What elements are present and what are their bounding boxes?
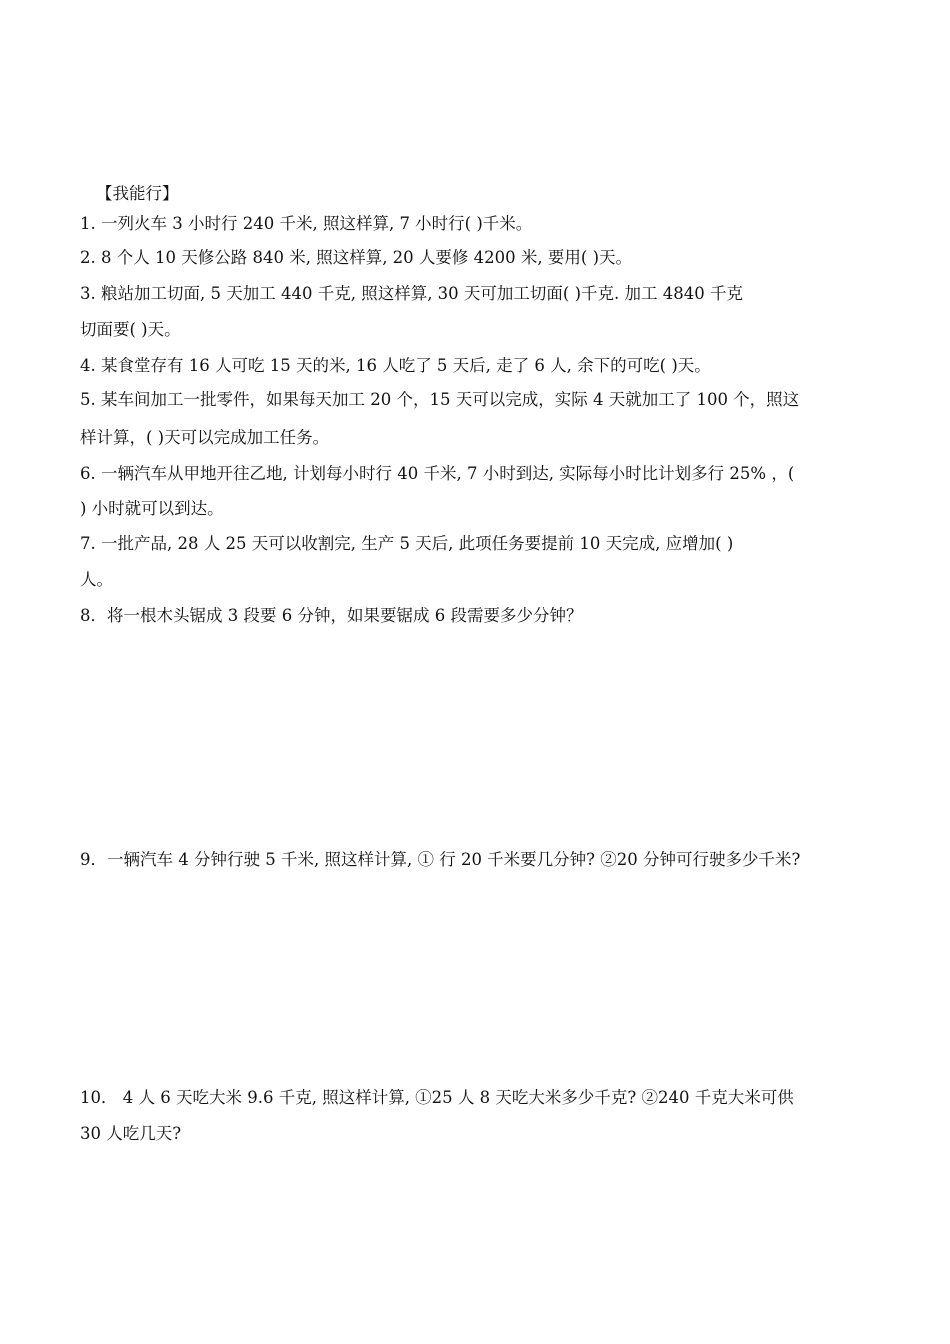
question-9-line-1: 9．一辆汽车 4 分钟行驶 5 千米, 照这样计算, ① 行 20 千米要几分钟? ②20 分钟可行驶多少千米? bbox=[80, 850, 801, 869]
question-1-line-1: 1. 一列火车 3 小时行 240 千米, 照这样算, 7 小时行( )千米。 bbox=[80, 214, 533, 233]
question-3-line-2: 切面要( )天。 bbox=[80, 320, 181, 339]
question-7-line-2: 人。 bbox=[80, 570, 113, 589]
section-title: 【我能行】 bbox=[96, 184, 179, 203]
question-6-line-1: 6. 一辆汽车从甲地开往乙地, 计划每小时行 40 千米, 7 小时到达, 实际每小时比计划多行 25% ，( bbox=[80, 464, 795, 483]
question-2-line-1: 2. 8 个人 10 天修公路 840 米, 照这样算, 20 人要修 4200 米, 要用( )天。 bbox=[80, 248, 633, 267]
question-7-line-1: 7. 一批产品, 28 人 25 天可以收割完, 生产 5 天后, 此项任务要提前 10 天完成, 应增加( ) bbox=[80, 534, 734, 553]
question-10-line-2: 30 人吃几天? bbox=[80, 1124, 182, 1143]
question-5-line-2: 样计算，( )天可以完成加工任务。 bbox=[80, 428, 330, 447]
question-5-line-1: 5. 某车间加工一批零件，如果每天加工 20 个，15 天可以完成，实际 4 天就加工了 100 个，照这 bbox=[80, 390, 800, 409]
question-8-line-1: 8．将一根木头锯成 3 段要 6 分钟，如果要锯成 6 段需要多少分钟？ bbox=[80, 606, 583, 625]
question-3-line-1: 3. 粮站加工切面, 5 天加工 440 千克, 照这样算, 30 天可加工切面( )千克. 加工 4840 千克 bbox=[80, 284, 744, 303]
question-6-line-2: ) 小时就可以到达。 bbox=[80, 499, 224, 518]
question-4-line-1: 4. 某食堂存有 16 人可吃 15 天的米, 16 人吃了 5 天后, 走了 6 人, 余下的可吃( )天。 bbox=[80, 356, 711, 375]
question-10-line-1: 10． 4 人 6 天吃大米 9.6 千克, 照这样计算, ①25 人 8 天吃大米多少千克? ②240 千克大米可供 bbox=[80, 1088, 794, 1107]
